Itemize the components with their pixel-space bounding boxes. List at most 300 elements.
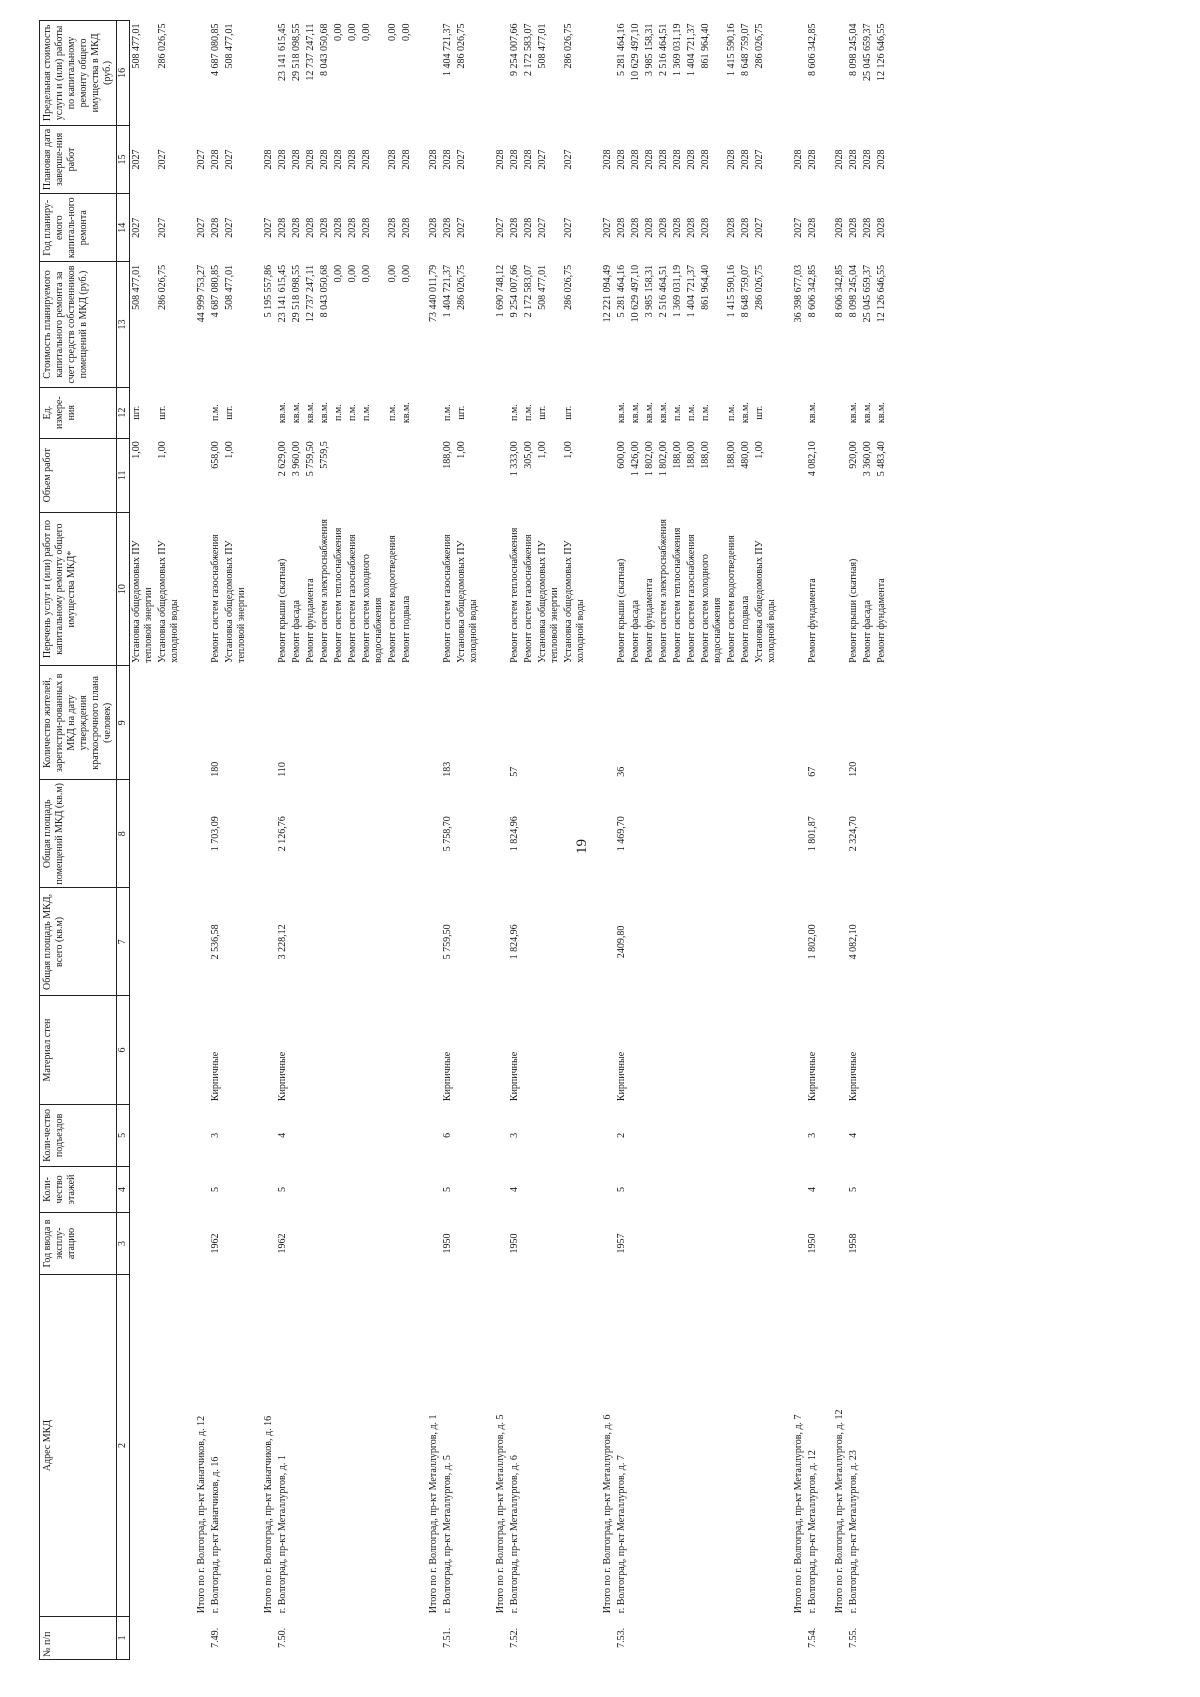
cell-col-8 <box>536 780 562 888</box>
cell-col-4 <box>725 1167 739 1213</box>
cell-col-15: 2028 <box>876 149 887 170</box>
cell-col-1: 7.49. <box>210 1627 221 1648</box>
total-row <box>820 21 847 1660</box>
cell-col-13: 0,00 <box>347 264 358 283</box>
cell-col-4 <box>318 1167 332 1213</box>
column-number: 15 <box>117 125 130 193</box>
cell-col-2 <box>657 1275 671 1616</box>
column-number: 6 <box>117 996 130 1104</box>
cell-col-3: 1950 <box>509 1233 520 1254</box>
cell-col-5 <box>290 1104 304 1167</box>
cell-col-13: 29 518 098,55 <box>291 264 302 323</box>
cell-col-5 <box>699 1104 725 1167</box>
cell-col-5 <box>629 1104 643 1167</box>
cell-col-5: 6 <box>442 1132 453 1138</box>
cell-col-11: 5 483,40 <box>876 441 887 477</box>
cell-col-1 <box>481 1616 508 1659</box>
cell-col-1 <box>290 1616 304 1659</box>
cell-col-6 <box>249 996 276 1104</box>
cell-col-5 <box>739 1104 753 1167</box>
cell-col-4 <box>332 1167 346 1213</box>
cell-col-11 <box>386 438 400 512</box>
cell-col-15: 2028 <box>305 149 316 170</box>
cell-col-14: 2028 <box>616 217 627 238</box>
cell-col-8 <box>156 780 182 888</box>
cell-col-5: 4 <box>848 1132 859 1138</box>
total-row <box>779 21 806 1660</box>
cell-col-9 <box>290 666 304 780</box>
cell-col-14: 2028 <box>862 217 873 238</box>
cell-col-13: 508 477,01 <box>224 264 235 310</box>
cell-col-1 <box>820 1616 847 1659</box>
cell-col-6 <box>588 996 615 1104</box>
cell-col-6 <box>400 996 414 1104</box>
cell-col-8 <box>643 780 657 888</box>
cell-col-4 <box>414 1167 441 1213</box>
cell-col-3: 1950 <box>442 1233 453 1254</box>
cell-col-6 <box>318 996 332 1104</box>
cell-col-2: Итого по г. Волгоград, пр-кт Канатчиков, д. 16 <box>263 1415 274 1614</box>
cell-col-10: Ремонт систем электроснабжения <box>658 519 669 663</box>
cell-col-11 <box>346 438 360 512</box>
cell-col-6: Кирпичные <box>277 1051 288 1102</box>
total-row <box>481 21 508 1660</box>
cell-col-7 <box>536 888 562 996</box>
cell-col-10: Ремонт систем газоснабжения <box>442 534 453 663</box>
cell-col-8: 1 824,96 <box>509 816 520 852</box>
cell-col-11: 480,00 <box>740 441 751 469</box>
cell-col-12: п.м. <box>726 404 737 422</box>
cell-col-6 <box>304 996 318 1104</box>
cell-col-15: 2027 <box>196 149 207 170</box>
total-row <box>414 21 441 1660</box>
table-row <box>332 21 346 1660</box>
header-cell: Плановая дата заверше-ния работ <box>40 125 117 193</box>
cell-col-12 <box>182 387 209 438</box>
cell-col-14: 2027 <box>793 217 804 238</box>
table-row <box>753 21 779 1660</box>
cell-col-2 <box>522 1275 536 1616</box>
cell-col-1 <box>725 1616 739 1659</box>
cell-col-3 <box>643 1212 657 1275</box>
cell-col-4: 5 <box>210 1186 221 1192</box>
cell-col-12: шт. <box>224 405 235 420</box>
cell-col-7: 5 759,50 <box>442 924 453 960</box>
cell-col-12: шт. <box>537 405 548 420</box>
cell-col-16: 8 043 050,68 <box>319 23 330 76</box>
cell-col-14: 2028 <box>387 217 398 238</box>
cell-col-7 <box>304 888 318 996</box>
cell-col-1 <box>522 1616 536 1659</box>
cell-col-11: 188,00 <box>726 441 737 469</box>
cell-col-9 <box>130 666 157 780</box>
cell-col-5 <box>588 1104 615 1167</box>
cell-col-6 <box>455 996 481 1104</box>
cell-col-4 <box>861 1167 875 1213</box>
table-row <box>725 21 739 1660</box>
cell-col-16 <box>779 21 806 126</box>
cell-col-2 <box>360 1275 386 1616</box>
cell-col-7 <box>588 888 615 996</box>
cell-col-2 <box>332 1275 346 1616</box>
cell-col-5 <box>386 1104 400 1167</box>
cell-col-1 <box>182 1616 209 1659</box>
cell-col-1 <box>414 1616 441 1659</box>
cell-col-6 <box>290 996 304 1104</box>
cell-col-5 <box>779 1104 806 1167</box>
cell-col-3 <box>386 1212 400 1275</box>
cell-col-11: 188,00 <box>700 441 711 469</box>
header-cell: Перечень услуг и (или) работ по капитальному ремонту общего имущества МКД* <box>40 512 117 666</box>
header-cell: Год ввода в эксплу-атацию <box>40 1212 117 1275</box>
cell-col-9 <box>699 666 725 780</box>
cell-col-11 <box>400 438 414 512</box>
cell-col-14: 2028 <box>726 217 737 238</box>
cell-col-12: кв.м. <box>305 402 316 424</box>
column-number: 12 <box>117 387 130 438</box>
cell-col-10: Ремонт систем холодного водоснабжения <box>700 554 723 663</box>
cell-col-13: 286 026,75 <box>456 264 467 310</box>
cell-col-7 <box>156 888 182 996</box>
cell-col-11: 1 802,00 <box>658 441 669 477</box>
cell-col-2 <box>318 1275 332 1616</box>
cell-col-10: Установка общедомовых ПУ холодной воды <box>456 540 479 663</box>
cell-col-13: 2 172 583,07 <box>523 264 534 318</box>
cell-col-5 <box>304 1104 318 1167</box>
cell-col-15: 2028 <box>347 149 358 170</box>
cell-col-6 <box>861 996 875 1104</box>
cell-col-3 <box>522 1212 536 1275</box>
cell-col-9 <box>182 666 209 780</box>
total-row <box>249 21 276 1660</box>
cell-col-6 <box>875 996 889 1104</box>
cell-col-2 <box>223 1275 249 1616</box>
cell-col-8 <box>290 780 304 888</box>
cell-col-5 <box>182 1104 209 1167</box>
cell-col-1 <box>332 1616 346 1659</box>
cell-col-11: 188,00 <box>442 441 453 469</box>
cell-col-13: 36 398 677,03 <box>793 264 804 323</box>
cell-col-14: 2027 <box>224 217 235 238</box>
cell-col-5 <box>875 1104 889 1167</box>
cell-col-8 <box>671 780 685 888</box>
cell-col-12: кв.м. <box>807 402 818 424</box>
cell-col-6: Кирпичные <box>509 1051 520 1102</box>
cell-col-4 <box>643 1167 657 1213</box>
cell-col-12: п.м. <box>672 404 683 422</box>
cell-col-11: 658,00 <box>210 441 221 469</box>
cell-col-16 <box>414 21 441 126</box>
cell-col-2 <box>562 1275 588 1616</box>
cell-col-9 <box>304 666 318 780</box>
cell-col-9 <box>318 666 332 780</box>
cell-col-8 <box>861 780 875 888</box>
cell-col-11 <box>360 438 386 512</box>
cell-col-8: 1 703,09 <box>210 816 221 852</box>
cell-col-6: Кирпичные <box>210 1051 221 1102</box>
cell-col-15: 2028 <box>616 149 627 170</box>
cell-col-5 <box>725 1104 739 1167</box>
cell-col-5 <box>156 1104 182 1167</box>
cell-col-1 <box>249 1616 276 1659</box>
cell-col-8 <box>481 780 508 888</box>
cell-col-11 <box>588 438 615 512</box>
cell-col-15: 2028 <box>658 149 669 170</box>
cell-col-4 <box>346 1167 360 1213</box>
cell-col-4 <box>820 1167 847 1213</box>
cell-col-12: кв.м. <box>644 402 655 424</box>
rotated-table-container <box>39 20 1159 1660</box>
cell-col-10 <box>588 512 615 666</box>
table-row <box>562 21 588 1660</box>
cell-col-4 <box>304 1167 318 1213</box>
cell-col-4: 4 <box>509 1186 520 1192</box>
cell-col-1 <box>875 1616 889 1659</box>
cell-col-10: Ремонт фасада <box>862 600 873 663</box>
cell-col-11: 188,00 <box>686 441 697 469</box>
cell-col-13: 8 043 050,68 <box>319 264 330 318</box>
cell-col-11: 2 629,00 <box>277 441 288 477</box>
cell-col-8 <box>699 780 725 888</box>
cell-col-8 <box>629 780 643 888</box>
cell-col-1 <box>130 1616 157 1659</box>
cell-col-3 <box>130 1212 157 1275</box>
cell-col-6 <box>223 996 249 1104</box>
cell-col-13: 12 221 094,49 <box>602 264 613 323</box>
cell-col-1 <box>223 1616 249 1659</box>
cell-col-14: 2028 <box>834 217 845 238</box>
cell-col-12: кв.м. <box>616 402 627 424</box>
cell-col-6 <box>386 996 400 1104</box>
cell-col-12: п.м. <box>686 404 697 422</box>
cell-col-7 <box>861 888 875 996</box>
cell-col-15: 2027 <box>224 149 235 170</box>
cell-col-4 <box>130 1167 157 1213</box>
cell-col-1: 7.50. <box>277 1627 288 1648</box>
cell-col-8 <box>318 780 332 888</box>
table-row <box>875 21 889 1660</box>
cell-col-12 <box>779 387 806 438</box>
cell-col-9 <box>643 666 657 780</box>
cell-col-8 <box>562 780 588 888</box>
cell-col-11: 5 759,50 <box>305 441 316 477</box>
cell-col-3 <box>182 1212 209 1275</box>
cell-col-4 <box>290 1167 304 1213</box>
cell-col-15: 2028 <box>495 149 506 170</box>
cell-col-9 <box>332 666 346 780</box>
cell-col-8 <box>588 780 615 888</box>
cell-col-7 <box>657 888 671 996</box>
cell-col-14: 2027 <box>263 217 274 238</box>
cell-col-9 <box>481 666 508 780</box>
cell-col-2 <box>156 1275 182 1616</box>
table-row <box>847 21 861 1660</box>
table-row <box>304 21 318 1660</box>
header-cell: Год планиру-емого капиталь-ного ремонта <box>40 194 117 262</box>
cell-col-4 <box>522 1167 536 1213</box>
cell-col-6 <box>414 996 441 1104</box>
header-cell: Количество жителей, зарегистри-рованных в МКД на дату утверждения краткосрочного плана (человек) <box>40 666 117 780</box>
cell-col-16 <box>820 21 847 126</box>
cell-col-16: 1 404 721,37 <box>442 23 453 76</box>
cell-col-14: 2028 <box>658 217 669 238</box>
cell-col-8 <box>130 780 157 888</box>
cell-col-14: 2027 <box>602 217 613 238</box>
cell-col-7 <box>629 888 643 996</box>
cell-col-12: п.м. <box>509 404 520 422</box>
table-row <box>290 21 304 1660</box>
table-row <box>615 21 629 1660</box>
cell-col-9 <box>455 666 481 780</box>
table-row <box>400 21 414 1660</box>
cell-col-6 <box>536 996 562 1104</box>
cell-col-14: 2028 <box>428 217 439 238</box>
cell-col-1 <box>685 1616 699 1659</box>
cell-col-4: 5 <box>616 1186 627 1192</box>
cell-col-8 <box>304 780 318 888</box>
cell-col-12: п.м. <box>700 404 711 422</box>
cell-col-16: 286 026,75 <box>456 23 467 69</box>
cell-col-5 <box>130 1104 157 1167</box>
cell-col-14: 2028 <box>644 217 655 238</box>
cell-col-6 <box>481 996 508 1104</box>
cell-col-9 <box>562 666 588 780</box>
cell-col-3 <box>249 1212 276 1275</box>
header-cell: Коли-чество подъездов <box>40 1104 117 1167</box>
cell-col-11: 600,00 <box>616 441 627 469</box>
cell-col-10: Ремонт систем холодного водоснабжения <box>361 554 384 663</box>
cell-col-3 <box>875 1212 889 1275</box>
cell-col-5 <box>346 1104 360 1167</box>
cell-col-2: Итого по г. Волгоград, пр-кт Металлургов, д. 6 <box>602 1414 613 1614</box>
cell-col-7 <box>130 888 157 996</box>
cell-col-14: 2028 <box>291 217 302 238</box>
cell-col-5 <box>643 1104 657 1167</box>
table-row <box>861 21 875 1660</box>
cell-col-12: кв.м. <box>401 402 412 424</box>
column-number: 3 <box>117 1212 130 1275</box>
cell-col-14: 2028 <box>848 217 859 238</box>
cell-col-14: 2028 <box>442 217 453 238</box>
cell-col-10: Ремонт систем теплоснабжения <box>509 527 520 663</box>
cell-col-8 <box>386 780 400 888</box>
cell-col-8 <box>725 780 739 888</box>
cell-col-16: 0,00 <box>347 23 358 41</box>
cell-col-14: 2027 <box>754 217 765 238</box>
cell-col-5 <box>360 1104 386 1167</box>
cell-col-7 <box>360 888 386 996</box>
cell-col-4: 5 <box>442 1186 453 1192</box>
cell-col-5 <box>657 1104 671 1167</box>
cell-col-5: 3 <box>210 1132 221 1138</box>
cell-col-3 <box>725 1212 739 1275</box>
header-cell: Общая площадь помещений МКД (кв.м) <box>40 780 117 888</box>
cell-col-10: Ремонт систем газоснабжения <box>347 534 358 663</box>
cell-col-9 <box>629 666 643 780</box>
cell-col-7: 1 802,00 <box>807 924 818 960</box>
cell-col-13: 73 440 011,79 <box>428 264 439 323</box>
cell-col-5 <box>820 1104 847 1167</box>
cell-col-16: 5 281 464,16 <box>616 23 627 76</box>
cell-col-14: 2028 <box>347 217 358 238</box>
cell-col-8: 5 758,70 <box>442 816 453 852</box>
cell-col-10 <box>779 512 806 666</box>
cell-col-9 <box>414 666 441 780</box>
cell-col-16: 1 404 721,37 <box>686 23 697 76</box>
table-row <box>522 21 536 1660</box>
cell-col-4: 5 <box>848 1186 859 1192</box>
cell-col-1: 7.51. <box>442 1627 453 1648</box>
cell-col-10: Ремонт систем газоснабжения <box>686 534 697 663</box>
cell-col-14: 2028 <box>700 217 711 238</box>
cell-col-15: 2028 <box>210 149 221 170</box>
cell-col-4 <box>671 1167 685 1213</box>
cell-col-2: Итого по г. Волгоград, пр-кт Металлургов, д. 5 <box>495 1414 506 1614</box>
cell-col-8 <box>657 780 671 888</box>
cell-col-3 <box>318 1212 332 1275</box>
cell-col-12: кв.м. <box>319 402 330 424</box>
cell-col-15: 2028 <box>387 149 398 170</box>
cell-col-11: 1,00 <box>537 441 548 459</box>
cell-col-10: Установка общедомовых ПУ холодной воды <box>563 540 586 663</box>
cell-col-7 <box>739 888 753 996</box>
cell-col-15: 2028 <box>862 149 873 170</box>
cell-col-9: 36 <box>616 766 627 777</box>
table-row <box>657 21 671 1660</box>
cell-col-3 <box>536 1212 562 1275</box>
cell-col-14: 2028 <box>672 217 683 238</box>
cell-col-1: 7.53. <box>616 1627 627 1648</box>
cell-col-9 <box>657 666 671 780</box>
cell-col-14: 2027 <box>456 217 467 238</box>
cell-col-3 <box>820 1212 847 1275</box>
cell-col-3 <box>290 1212 304 1275</box>
cell-col-11: 3 360,00 <box>862 441 873 477</box>
cell-col-1 <box>156 1616 182 1659</box>
cell-col-2 <box>455 1275 481 1616</box>
cell-col-1 <box>699 1616 725 1659</box>
cell-col-16: 0,00 <box>361 23 372 41</box>
column-number: 4 <box>117 1167 130 1213</box>
cell-col-2 <box>536 1275 562 1616</box>
cell-col-7 <box>182 888 209 996</box>
cell-col-8 <box>182 780 209 888</box>
cell-col-16: 12 737 247,11 <box>305 23 316 81</box>
cell-col-1 <box>753 1616 779 1659</box>
cell-col-7 <box>346 888 360 996</box>
cell-col-15: 2028 <box>644 149 655 170</box>
cell-col-1 <box>346 1616 360 1659</box>
cell-col-14: 2028 <box>210 217 221 238</box>
cell-col-13: 10 629 497,10 <box>630 264 641 323</box>
cell-col-12: кв.м. <box>658 402 669 424</box>
cell-col-5 <box>522 1104 536 1167</box>
cell-col-9 <box>346 666 360 780</box>
cell-col-15: 2028 <box>672 149 683 170</box>
cell-col-15: 2028 <box>700 149 711 170</box>
cell-col-1 <box>629 1616 643 1659</box>
table-row <box>629 21 643 1660</box>
cell-col-7 <box>481 888 508 996</box>
cell-col-14: 2027 <box>495 217 506 238</box>
cell-col-14: 2028 <box>401 217 412 238</box>
cell-col-16 <box>588 21 615 126</box>
cell-col-13: 3 985 158,31 <box>644 264 655 318</box>
cell-col-11: 1,00 <box>224 441 235 459</box>
cell-col-11: 1 802,00 <box>644 441 655 477</box>
cell-col-1: 7.55. <box>848 1627 859 1648</box>
cell-col-3 <box>861 1212 875 1275</box>
